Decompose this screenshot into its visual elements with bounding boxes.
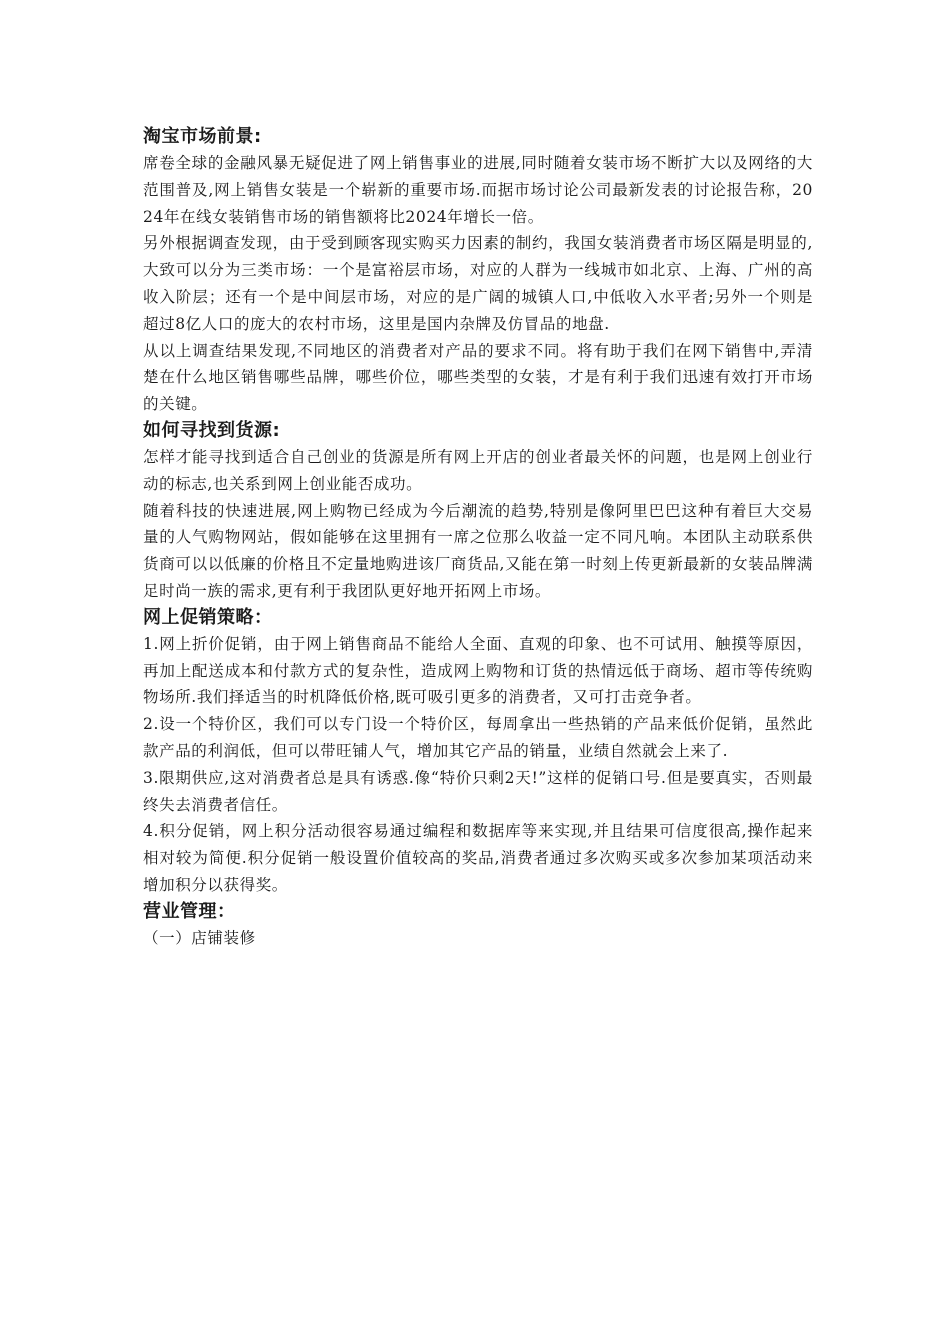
section-promotion-strategy	[143, 605, 813, 899]
document-page	[143, 124, 813, 952]
list-item: 3.限期供应,这对消费者总是具有诱惑.像“特价只剩2天!”这样的促销口号.但是要真实，否则最终失去消费者信任。	[143, 768, 813, 814]
subsection-title: （一）店铺装修	[143, 928, 256, 947]
paragraph: 另外根据调查发现，由于受到顾客现实购买力因素的制约，我国女装消费者市场区隔是明显的,大致可以分为三类市场：一个是富裕层市场，对应的人群为一线城市如北京、上海、广州的高收入阶层；还有一个是中间层市场，对应的是广阔的城镇人口,中低收入水平者;另外一个则是超过8亿人口的庞大的农村市场，这里是国内杂牌及仿冒品的地盘.	[143, 234, 813, 333]
list-item: 4.积分促销，网上积分活动很容易通过编程和数据库等来实现,并且结果可信度很高,操作起来相对较为简便.积分促销一般设置价值较高的奖品,消费者通过多次购买或多次参加某项活动来增加积分以获得奖。	[143, 822, 813, 894]
paragraph: 从以上调查结果发现,不同地区的消费者对产品的要求不同。将有助于我们在网下销售中,弄清楚在什么地区销售哪些品牌，哪些价位，哪些类型的女装，才是有利于我们迅速有效打开市场的关键。	[143, 341, 813, 414]
section-heading: 淘宝市场前景:	[143, 126, 262, 147]
paragraph: 席卷全球的金融风暴无疑促进了网上销售事业的进展,同时随着女装市场不断扩大以及网络的大范围普及,网上销售女装是一个崭新的重要市场.而据市场讨论公司最新发表的讨论报告称，2024年在线女装销售市场的销售额将比2024年增长一倍。	[143, 154, 813, 226]
section-heading: 营业管理：	[143, 900, 236, 922]
paragraph: 怎样才能寻找到适合自己创业的货源是所有网上开店的创业者最关怀的问题，也是网上创业行动的标志,也关系到网上创业能否成功。	[143, 447, 813, 493]
section-sourcing	[143, 418, 813, 605]
section-business-management	[143, 899, 813, 952]
list-item: 2.设一个特价区，我们可以专门设一个特价区，每周拿出一些热销的产品来低价促销，虽然此款产品的利润低，但可以带旺铺人气，增加其它产品的销量，业绩自然就会上来了.	[143, 715, 813, 760]
section-heading: 网上促销策略：	[143, 606, 273, 628]
section-heading: 如何寻找到货源:	[143, 419, 281, 441]
paragraph: 随着科技的快速进展,网上购物已经成为今后潮流的趋势,特别是像阿里巴巴这种有着巨大交易量的人气购物网站，假如能够在这里拥有一席之位那么收益一定不同凡响。本团队主动联系供货商可以以低廉的价格且不定量地购进该厂商货品,又能在第一时刻上传更新最新的女装品牌满足时尚一族的需求,更有利于我团队更好地开拓网上市场。	[143, 501, 813, 600]
section-market-outlook	[143, 124, 813, 418]
list-item: 1.网上折价促销，由于网上销售商品不能给人全面、直观的印象、也不可试用、触摸等原因，再加上配送成本和付款方式的复杂性，造成网上购物和订货的热情远低于商场、超市等传统购物场所.我们择适当的时机降低价格,既可吸引更多的消费者，又可打击竞争者。	[143, 634, 813, 707]
